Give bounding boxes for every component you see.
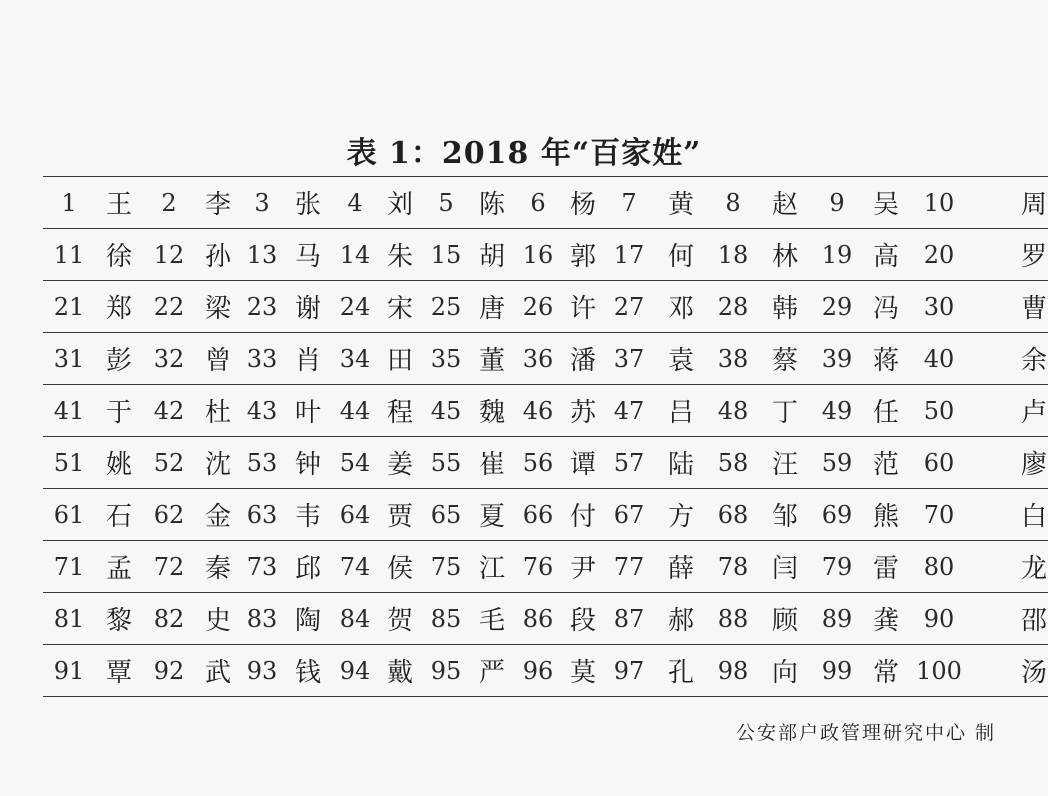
surname: 汤 (967, 645, 1048, 697)
table-row (43, 489, 1048, 541)
rank-number: 2 (143, 177, 195, 229)
rank-number: 92 (143, 645, 195, 697)
surname: 陶 (283, 593, 333, 645)
rank-number: 16 (515, 229, 561, 281)
rank-number: 50 (911, 385, 967, 437)
rank-number: 54 (333, 437, 377, 489)
rank-number: 78 (709, 541, 757, 593)
rank-number: 21 (43, 281, 95, 333)
surname: 石 (95, 489, 143, 541)
rank-number: 70 (911, 489, 967, 541)
rank-number: 6 (515, 177, 561, 229)
rank-number: 84 (333, 593, 377, 645)
table-row (43, 229, 1048, 281)
rank-number: 99 (813, 645, 861, 697)
surname: 黎 (95, 593, 143, 645)
rank-number: 86 (515, 593, 561, 645)
surname: 严 (469, 645, 515, 697)
surname: 雷 (861, 541, 911, 593)
rank-number: 40 (911, 333, 967, 385)
surname: 沈 (195, 437, 241, 489)
rank-number: 15 (423, 229, 469, 281)
rank-number: 30 (911, 281, 967, 333)
rank-number: 75 (423, 541, 469, 593)
surname: 夏 (469, 489, 515, 541)
rank-number: 76 (515, 541, 561, 593)
rank-number: 22 (143, 281, 195, 333)
surname: 周 (967, 177, 1048, 229)
surname: 武 (195, 645, 241, 697)
rank-number: 91 (43, 645, 95, 697)
rank-number: 96 (515, 645, 561, 697)
surname: 付 (561, 489, 605, 541)
rank-number: 1 (43, 177, 95, 229)
surname: 覃 (95, 645, 143, 697)
surname: 范 (861, 437, 911, 489)
surname: 蒋 (861, 333, 911, 385)
surname: 孙 (195, 229, 241, 281)
surname: 程 (377, 385, 423, 437)
rank-number: 47 (605, 385, 653, 437)
surname: 秦 (195, 541, 241, 593)
surname: 梁 (195, 281, 241, 333)
rank-number: 80 (911, 541, 967, 593)
surname: 魏 (469, 385, 515, 437)
surname: 熊 (861, 489, 911, 541)
rank-number: 61 (43, 489, 95, 541)
surname: 闫 (757, 541, 813, 593)
rank-number: 67 (605, 489, 653, 541)
rank-number: 27 (605, 281, 653, 333)
surname: 谭 (561, 437, 605, 489)
rank-number: 39 (813, 333, 861, 385)
rank-number: 46 (515, 385, 561, 437)
surname: 朱 (377, 229, 423, 281)
surname: 李 (195, 177, 241, 229)
surname: 侯 (377, 541, 423, 593)
rank-number: 52 (143, 437, 195, 489)
surname: 胡 (469, 229, 515, 281)
table-row (43, 645, 1048, 697)
rank-number: 32 (143, 333, 195, 385)
rank-number: 97 (605, 645, 653, 697)
rank-number: 11 (43, 229, 95, 281)
rank-number: 87 (605, 593, 653, 645)
surname: 于 (95, 385, 143, 437)
rank-number: 58 (709, 437, 757, 489)
surname: 田 (377, 333, 423, 385)
surname: 段 (561, 593, 605, 645)
surname: 叶 (283, 385, 333, 437)
rank-number: 59 (813, 437, 861, 489)
rank-number: 26 (515, 281, 561, 333)
rank-number: 24 (333, 281, 377, 333)
rank-number: 10 (911, 177, 967, 229)
surname: 潘 (561, 333, 605, 385)
surname: 戴 (377, 645, 423, 697)
surname: 宋 (377, 281, 423, 333)
surname: 蔡 (757, 333, 813, 385)
surname: 张 (283, 177, 333, 229)
rank-number: 66 (515, 489, 561, 541)
rank-number: 63 (241, 489, 283, 541)
rank-number: 55 (423, 437, 469, 489)
surname: 孔 (653, 645, 709, 697)
surname: 韦 (283, 489, 333, 541)
surname: 邱 (283, 541, 333, 593)
surname: 丁 (757, 385, 813, 437)
surname: 何 (653, 229, 709, 281)
rank-number: 29 (813, 281, 861, 333)
surname: 杜 (195, 385, 241, 437)
surname: 常 (861, 645, 911, 697)
surname: 孟 (95, 541, 143, 593)
surname: 韩 (757, 281, 813, 333)
surname: 白 (967, 489, 1048, 541)
rank-number: 53 (241, 437, 283, 489)
surname: 龙 (967, 541, 1048, 593)
surname: 赵 (757, 177, 813, 229)
surname: 郭 (561, 229, 605, 281)
surname: 贾 (377, 489, 423, 541)
surname: 谢 (283, 281, 333, 333)
rank-number: 48 (709, 385, 757, 437)
surname: 邓 (653, 281, 709, 333)
surname-table (43, 176, 1048, 697)
rank-number: 88 (709, 593, 757, 645)
rank-number: 68 (709, 489, 757, 541)
rank-number: 3 (241, 177, 283, 229)
surname: 罗 (967, 229, 1048, 281)
table-row (43, 541, 1048, 593)
rank-number: 71 (43, 541, 95, 593)
rank-number: 56 (515, 437, 561, 489)
surname: 向 (757, 645, 813, 697)
rank-number: 42 (143, 385, 195, 437)
rank-number: 41 (43, 385, 95, 437)
rank-number: 13 (241, 229, 283, 281)
rank-number: 57 (605, 437, 653, 489)
surname: 唐 (469, 281, 515, 333)
surname: 卢 (967, 385, 1048, 437)
table-row (43, 593, 1048, 645)
rank-number: 95 (423, 645, 469, 697)
surname: 袁 (653, 333, 709, 385)
rank-number: 74 (333, 541, 377, 593)
surname: 邵 (967, 593, 1048, 645)
rank-number: 64 (333, 489, 377, 541)
rank-number: 35 (423, 333, 469, 385)
table-row (43, 281, 1048, 333)
surname: 吕 (653, 385, 709, 437)
surname: 郑 (95, 281, 143, 333)
rank-number: 31 (43, 333, 95, 385)
surname: 曹 (967, 281, 1048, 333)
rank-number: 79 (813, 541, 861, 593)
surname: 王 (95, 177, 143, 229)
rank-number: 19 (813, 229, 861, 281)
surname: 毛 (469, 593, 515, 645)
rank-number: 69 (813, 489, 861, 541)
surname: 高 (861, 229, 911, 281)
rank-number: 72 (143, 541, 195, 593)
rank-number: 81 (43, 593, 95, 645)
rank-number: 49 (813, 385, 861, 437)
rank-number: 14 (333, 229, 377, 281)
surname: 龚 (861, 593, 911, 645)
rank-number: 65 (423, 489, 469, 541)
rank-number: 28 (709, 281, 757, 333)
rank-number: 100 (911, 645, 967, 697)
surname: 姜 (377, 437, 423, 489)
rank-number: 7 (605, 177, 653, 229)
rank-number: 9 (813, 177, 861, 229)
surname: 顾 (757, 593, 813, 645)
table-row (43, 177, 1048, 229)
surname: 林 (757, 229, 813, 281)
table-title: 表 1：2018 年“百家姓” (346, 136, 702, 171)
surname: 邹 (757, 489, 813, 541)
surname: 徐 (95, 229, 143, 281)
rank-number: 85 (423, 593, 469, 645)
rank-number: 37 (605, 333, 653, 385)
surname: 郝 (653, 593, 709, 645)
surname: 钟 (283, 437, 333, 489)
rank-number: 51 (43, 437, 95, 489)
rank-number: 60 (911, 437, 967, 489)
rank-number: 12 (143, 229, 195, 281)
surname: 史 (195, 593, 241, 645)
rank-number: 33 (241, 333, 283, 385)
source-credit: 公安部户政管理研究中心 制 (735, 722, 996, 744)
surname: 姚 (95, 437, 143, 489)
surname: 董 (469, 333, 515, 385)
rank-number: 98 (709, 645, 757, 697)
rank-number: 89 (813, 593, 861, 645)
rank-number: 17 (605, 229, 653, 281)
rank-number: 38 (709, 333, 757, 385)
rank-number: 93 (241, 645, 283, 697)
table-row (43, 385, 1048, 437)
rank-number: 44 (333, 385, 377, 437)
surname: 刘 (377, 177, 423, 229)
surname: 马 (283, 229, 333, 281)
surname: 莫 (561, 645, 605, 697)
rank-number: 94 (333, 645, 377, 697)
rank-number: 25 (423, 281, 469, 333)
surname: 苏 (561, 385, 605, 437)
surname: 尹 (561, 541, 605, 593)
rank-number: 20 (911, 229, 967, 281)
rank-number: 62 (143, 489, 195, 541)
surname: 钱 (283, 645, 333, 697)
surname: 陆 (653, 437, 709, 489)
surname: 许 (561, 281, 605, 333)
rank-number: 4 (333, 177, 377, 229)
rank-number: 83 (241, 593, 283, 645)
surname: 任 (861, 385, 911, 437)
rank-number: 5 (423, 177, 469, 229)
rank-number: 82 (143, 593, 195, 645)
rank-number: 73 (241, 541, 283, 593)
surname: 黄 (653, 177, 709, 229)
rank-number: 36 (515, 333, 561, 385)
rank-number: 43 (241, 385, 283, 437)
surname: 肖 (283, 333, 333, 385)
rank-number: 18 (709, 229, 757, 281)
rank-number: 8 (709, 177, 757, 229)
surname: 陈 (469, 177, 515, 229)
surname: 曾 (195, 333, 241, 385)
surname: 余 (967, 333, 1048, 385)
surname: 吴 (861, 177, 911, 229)
rank-number: 90 (911, 593, 967, 645)
surname: 江 (469, 541, 515, 593)
surname: 廖 (967, 437, 1048, 489)
table-row (43, 437, 1048, 489)
rank-number: 45 (423, 385, 469, 437)
surname: 汪 (757, 437, 813, 489)
rank-number: 23 (241, 281, 283, 333)
surname: 崔 (469, 437, 515, 489)
surname: 金 (195, 489, 241, 541)
table-row (43, 333, 1048, 385)
surname-table-body (43, 177, 1048, 697)
surname: 彭 (95, 333, 143, 385)
surname: 冯 (861, 281, 911, 333)
rank-number: 34 (333, 333, 377, 385)
surname: 杨 (561, 177, 605, 229)
rank-number: 77 (605, 541, 653, 593)
surname: 贺 (377, 593, 423, 645)
surname: 薛 (653, 541, 709, 593)
surname: 方 (653, 489, 709, 541)
